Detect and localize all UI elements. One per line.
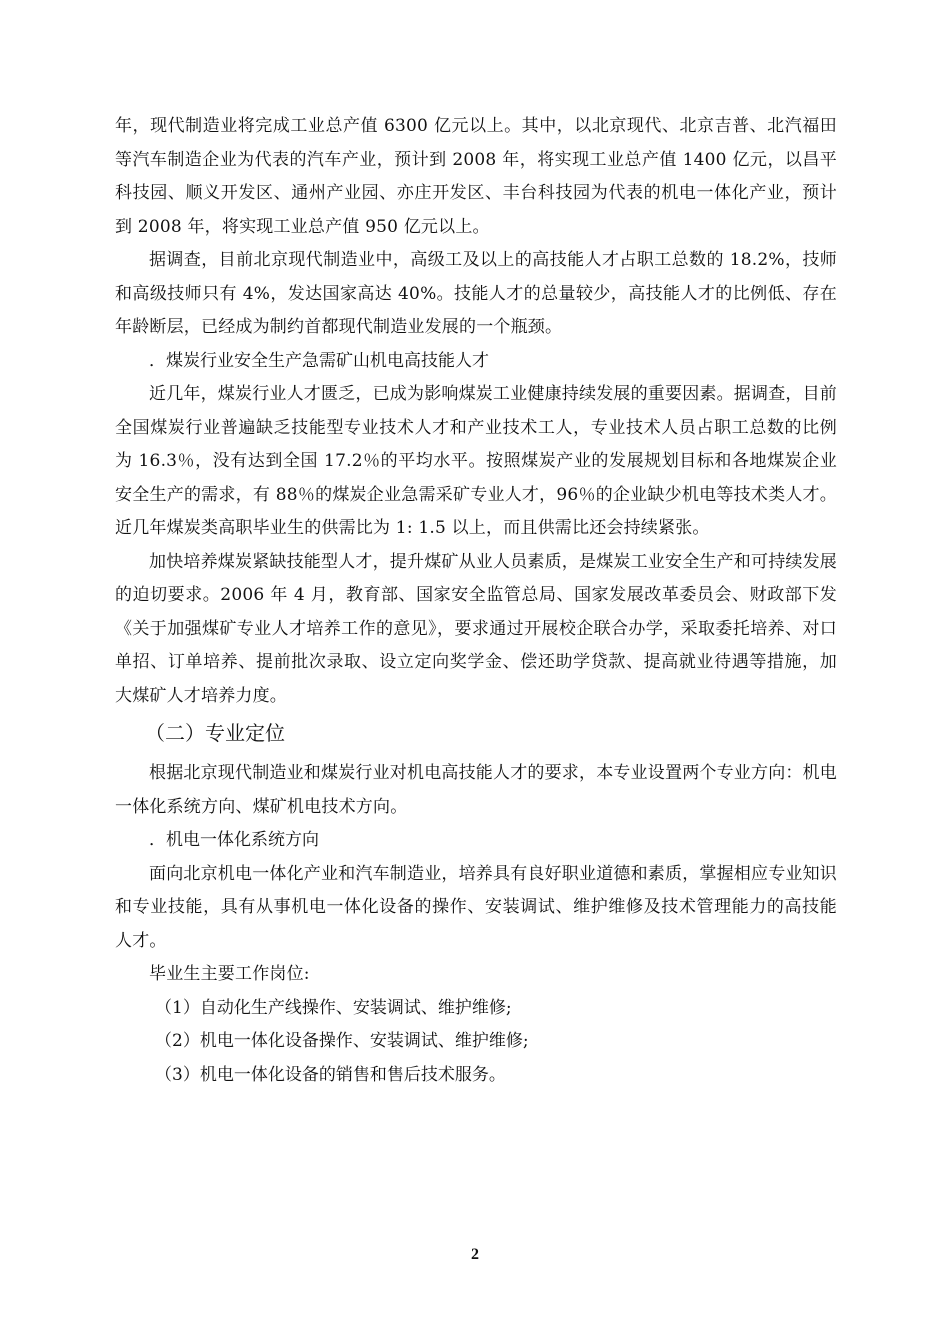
paragraph-industry-output: 年，现代制造业将完成工业总产值 6300 亿元以上。其中，以北京现代、北京吉普、北汽福田等汽车制造企业为代表的汽车产业，预计到 2008 年，将实现工业总产值 1400 亿元，以昌平科技园、顺义开发区、通州产业园、亦庄开发区、丰台科技园为代表的机电一体化产业，预计到 2008 年，将实现工业总产值 950 亿元以上。 <box>115 116 837 237</box>
subheading-mechatronics: ．机电一体化系统方向 <box>149 830 319 850</box>
list-item: （1）自动化生产线操作、安装调试、维护维修; <box>155 997 512 1018</box>
paragraph-mechatronics-goal: 面向北京机电一体化产业和汽车制造业，培养具有良好职业道德和素质，掌握相应专业知识和专业技能，具有从事机电一体化设备的操作、安装调试、维护维修及技术管理能力的高技能人才。 <box>115 863 837 951</box>
page-content <box>115 110 837 1092</box>
paragraph-coal-training: 加快培养煤炭紧缺技能型人才，提升煤矿从业人员素质，是煤炭工业安全生产和可持续发展的迫切要求。2006 年 4 月，教育部、国家安全监管总局、国家发展改革委员会、财政部下发《关于加强煤矿专业人才培养工作的意见》，要求通过开展校企联合办学，采取委托培养、对口单招、订单培养、提前批次录取、设立定向奖学金、偿还助学贷款、提高就业待遇等措施，加大煤矿人才培养力度。 <box>115 551 837 706</box>
paragraph-skill-survey: 据调查，目前北京现代制造业中，高级工及以上的高技能人才占职工总数的 18.2%，技师和高级技师只有 4%，发达国家高达 40%。技能人才的总量较少，高技能人才的比例低、存在年龄断层，已经成为制约首都现代制造业发展的一个瓶颈。 <box>115 250 837 337</box>
list-item: （3）机电一体化设备的销售和售后技术服务。 <box>155 1064 506 1085</box>
subheading-coal-industry: ．煤炭行业安全生产急需矿山机电高技能人才 <box>149 350 489 371</box>
paragraph-coal-talent: 近几年，煤炭行业人才匮乏，已成为影响煤炭工业健康持续发展的重要因素。据调查，目前全国煤炭行业普遍缺乏技能型专业技术人才和产业技术工人，专业技术人员占职工总数的比例为 16.3％，没有达到全国 17.2％的平均水平。按照煤炭产业的发展规划目标和各地煤炭企业安全生产的需求，有 88％的煤炭企业急需采矿专业人才，96％的企业缺少机电等技术类人才。近几年煤炭类高职毕业生的供需比为 1: 1.5 以上，而且供需比还会持续紧张。 <box>115 384 837 538</box>
section-heading-positioning: （二）专业定位 <box>145 721 285 745</box>
paragraph-job-positions: 毕业生主要工作岗位: <box>149 964 310 984</box>
list-item: （2）机电一体化设备操作、安装调试、维护维修; <box>155 1031 529 1051</box>
page-number: 2 <box>471 1246 479 1263</box>
paragraph-directions: 根据北京现代制造业和煤炭行业对机电高技能人才的要求，本专业设置两个专业方向：机电一体化系统方向、煤矿机电技术方向。 <box>115 763 837 817</box>
